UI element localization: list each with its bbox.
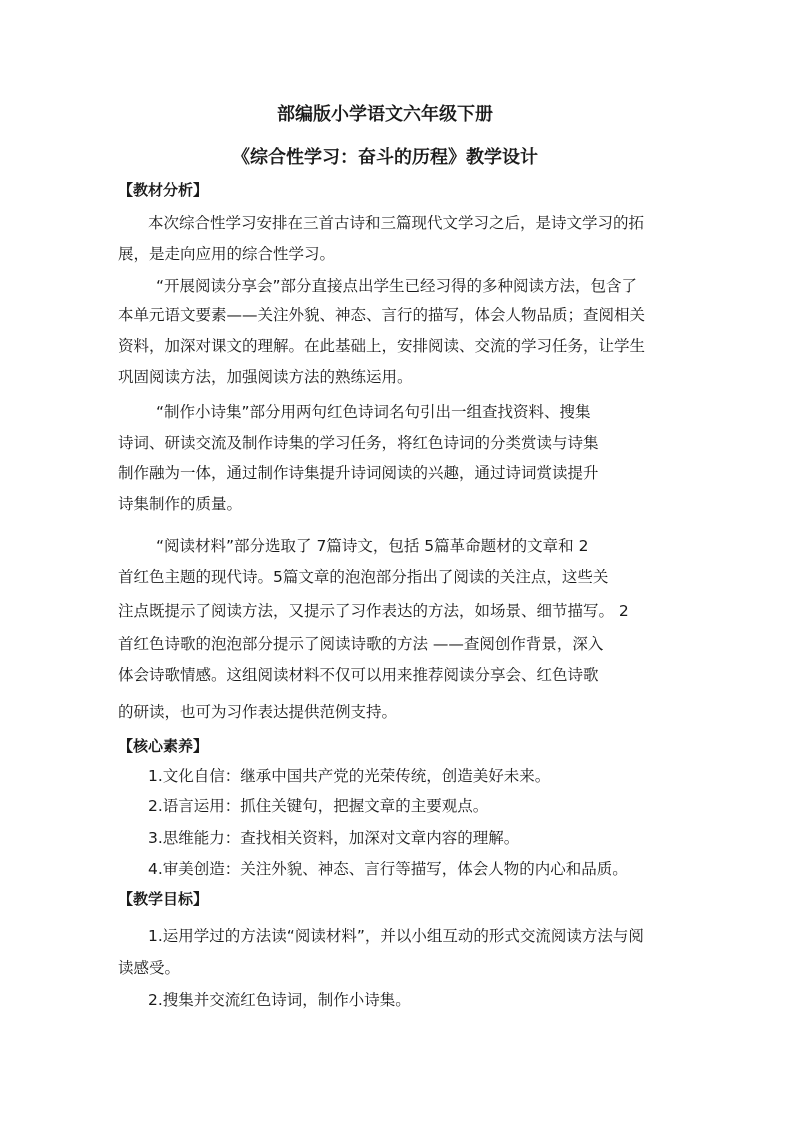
paragraph-line: 资料，加深对课文的理解。在此基础上，安排阅读、交流的学习任务，让学生: [118, 337, 646, 355]
paragraph-line: 巩固阅读方法，加强阅读方法的熟练运用。: [118, 368, 413, 386]
paragraph-line: 2.搜集并交流红色诗词，制作小诗集。: [148, 991, 411, 1009]
paragraph-line: “制作小诗集”部分用两句红色诗词名句引出一组查找资料、搜集: [156, 403, 591, 421]
paragraph-line: 的研读，也可为习作表达提供范例支持。: [118, 703, 398, 721]
paragraph-line: 本次综合性学习安排在三首古诗和三篇现代文学习之后，是诗文学习的拓: [148, 214, 645, 232]
paragraph-line: “开展阅读分享会”部分直接点出学生已经习得的多种阅读方法，包含了: [156, 277, 638, 295]
paragraph-line: 诗集制作的质量。: [118, 495, 243, 513]
paragraph-line: 注点既提示了阅读方法，又提示了习作表达的方法，如场景、细节描写。 2: [118, 602, 629, 620]
document-title-line-2: 《综合性学习：奋斗的历程》教学设计: [232, 147, 538, 168]
section-heading-material-analysis: 【教材分析】: [118, 181, 209, 199]
section-heading-teaching-objectives: 【教学目标】: [118, 890, 209, 908]
paragraph-line: 展，是走向应用的综合性学习。: [118, 245, 336, 263]
paragraph-line: 读感受。: [118, 959, 181, 977]
paragraph-line: 首红色主题的现代诗。5篇文章的泡泡部分指出了阅读的关注点，这些关: [118, 568, 609, 586]
list-item: 4.审美创造：关注外貌、神态、言行等描写，体会人物的内心和品质。: [148, 860, 628, 878]
paragraph-line: 诗词、研读交流及制作诗集的学习任务，将红色诗词的分类赏读与诗集: [118, 434, 599, 452]
paragraph-line: “阅读材料”部分选取了 7篇诗文，包括 5篇革命题材的文章和 2: [156, 537, 589, 555]
section-heading-core-literacy: 【核心素养】: [118, 737, 209, 755]
list-item: 2.语言运用：抓住关键句，把握文章的主要观点。: [148, 797, 489, 815]
list-item: 1.文化自信：继承中国共产党的光荣传统，创造美好未来。: [148, 767, 551, 785]
paragraph-line: 体会诗歌情感。这组阅读材料不仅可以用来推荐阅读分享会、红色诗歌: [118, 666, 599, 684]
document-title-line-1: 部编版小学语文六年级下册: [277, 104, 493, 125]
paragraph-line: 制作融为一体，通过制作诗集提升诗词阅读的兴趣，通过诗词赏读提升: [118, 464, 599, 482]
list-item: 3.思维能力：查找相关资料，加深对文章内容的理解。: [148, 829, 520, 847]
paragraph-line: 1.运用学过的方法读“阅读材料”，并以小组互动的形式交流阅读方法与阅: [148, 927, 644, 945]
paragraph-line: 首红色诗歌的泡泡部分提示了阅读诗歌的方法 ——查阅创作背景，深入: [118, 635, 604, 653]
paragraph-line: 本单元语文要素——关注外貌、神态、言行的描写，体会人物品质；查阅相关: [118, 306, 646, 324]
